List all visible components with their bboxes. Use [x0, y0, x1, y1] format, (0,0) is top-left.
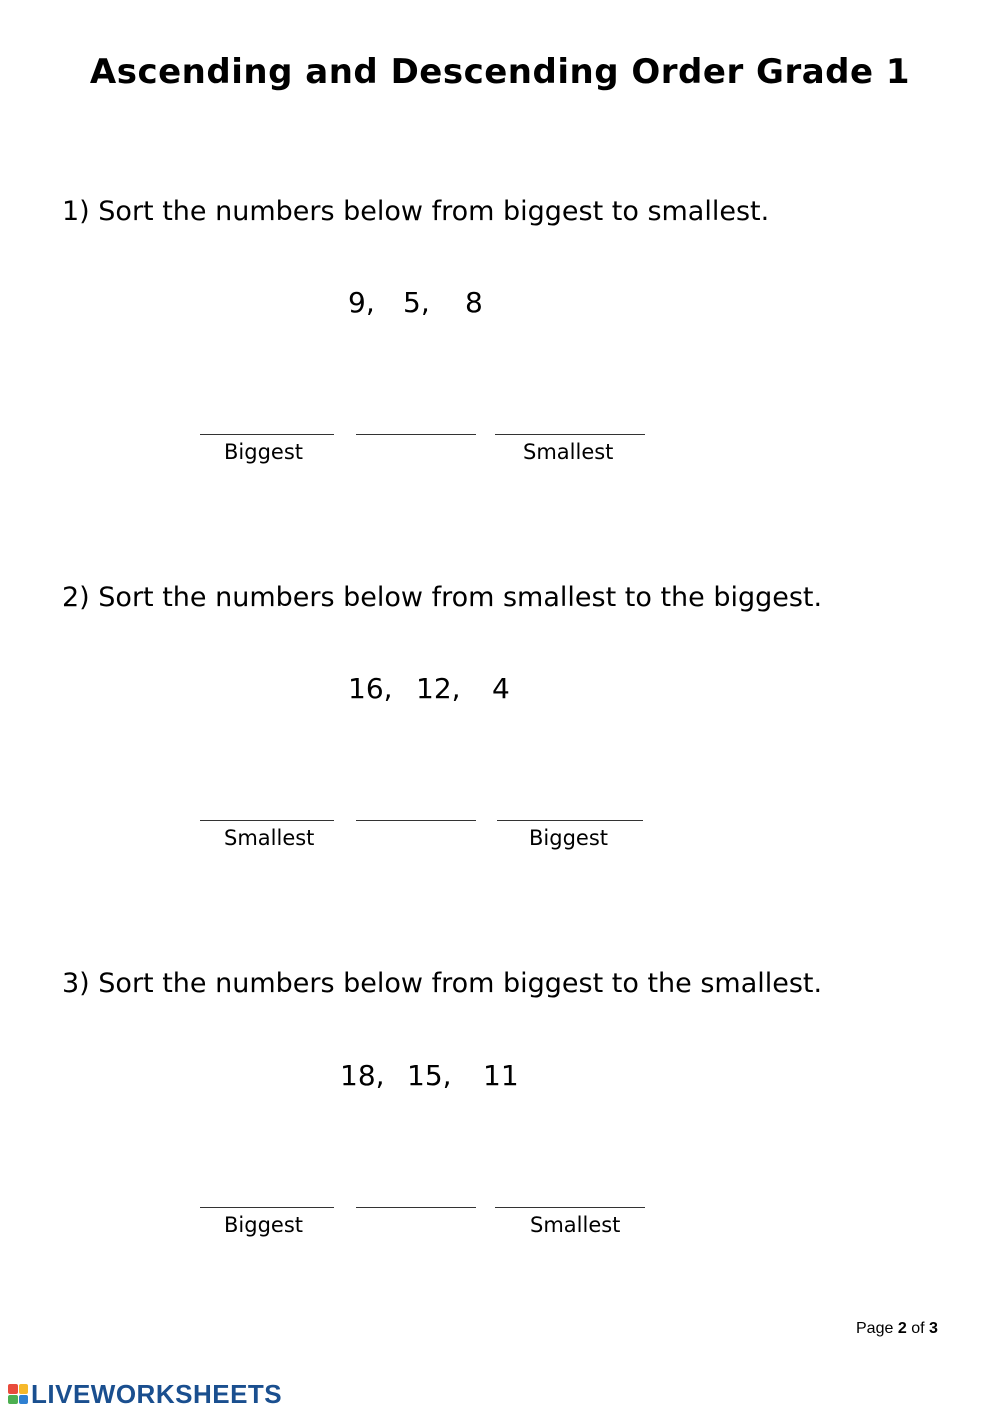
question-1-number: 9, — [348, 286, 375, 319]
question-3-prompt: 3) Sort the numbers below from biggest to the smallest. — [62, 968, 823, 999]
question-3-answer-blank-3[interactable] — [495, 1207, 645, 1208]
question-1-answer-blank-2[interactable] — [356, 434, 476, 435]
question-2-answer-blank-2[interactable] — [356, 820, 476, 821]
question-1-label-left: Biggest — [224, 440, 303, 464]
question-3-answer-blank-1[interactable] — [200, 1207, 334, 1208]
logo-square — [19, 1395, 29, 1405]
page-current: 2 — [897, 1320, 907, 1337]
logo-square — [19, 1384, 29, 1394]
question-1-prompt: 1) Sort the numbers below from biggest to smallest. — [62, 196, 770, 227]
question-1-label-right: Smallest — [523, 440, 614, 464]
question-1-answer-blank-1[interactable] — [200, 434, 334, 435]
question-1-number: 8 — [465, 286, 483, 319]
page-number — [856, 1320, 938, 1338]
question-3-answer-blank-2[interactable] — [356, 1207, 476, 1208]
page-separator: of — [911, 1320, 925, 1337]
logo-square — [8, 1395, 18, 1405]
question-2-number: 12, — [416, 672, 461, 705]
logo-square — [8, 1384, 18, 1394]
liveworksheets-logo-icon — [8, 1384, 28, 1404]
question-2-label-right: Biggest — [529, 826, 608, 850]
liveworksheets-brand-text: LIVEWORKSHEETS — [31, 1378, 283, 1409]
question-3-label-left: Biggest — [224, 1213, 303, 1237]
question-3-number: 11 — [483, 1059, 519, 1092]
worksheet-title: Ascending and Descending Order Grade 1 — [89, 52, 911, 92]
question-3-label-right: Smallest — [530, 1213, 621, 1237]
question-2-number: 16, — [348, 672, 393, 705]
question-1-number: 5, — [403, 286, 430, 319]
page-prefix: Page — [856, 1320, 894, 1337]
question-2-prompt: 2) Sort the numbers below from smallest to the biggest. — [62, 582, 823, 613]
page-total: 3 — [928, 1320, 938, 1337]
question-3-number: 15, — [407, 1059, 452, 1092]
question-2-number: 4 — [492, 672, 510, 705]
question-3-number: 18, — [340, 1059, 385, 1092]
question-2-label-left: Smallest — [224, 826, 315, 850]
question-2-answer-blank-3[interactable] — [497, 820, 643, 821]
question-1-answer-blank-3[interactable] — [495, 434, 645, 435]
liveworksheets-logo[interactable] — [8, 1380, 282, 1408]
question-2-answer-blank-1[interactable] — [200, 820, 334, 821]
